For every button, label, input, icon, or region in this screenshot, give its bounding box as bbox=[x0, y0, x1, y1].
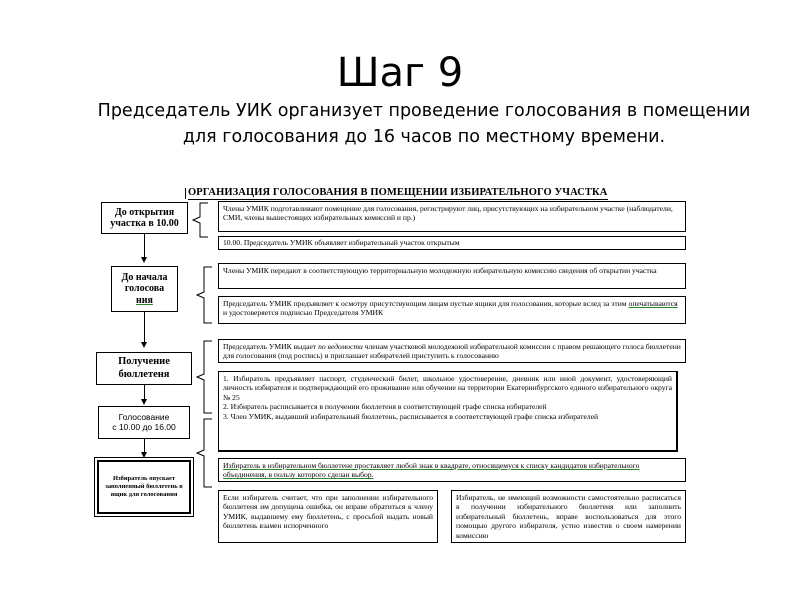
step-ballot bbox=[96, 352, 192, 385]
step-before-voting-label-end: ния bbox=[136, 294, 153, 306]
box-mistake bbox=[218, 490, 438, 543]
box-issue-c: членам участковой молодежной избирательной комиссии с правом решающего голоса бюллетени для голосования (под роспись) и приглашает избирателей приступить к голосованию bbox=[223, 342, 681, 361]
box-issue-a: Председатель УМИК выдает bbox=[223, 342, 317, 351]
flow-arrow-head bbox=[141, 342, 147, 348]
flow-arrow bbox=[144, 312, 145, 343]
brace-ballot bbox=[196, 340, 214, 414]
diagram-title: ОРГАНИЗАЦИЯ ГОЛОСОВАНИЯ В ПОМЕЩЕНИИ ИЗБИРАТЕЛЬНОГО УЧАСТКА bbox=[188, 187, 608, 198]
step-voting-title: Голосование bbox=[118, 411, 170, 422]
box-report-text: Члены УМИК передают в соответствующую территориальную молодежную избирательную комиссию сведения об открытии участка bbox=[223, 266, 657, 275]
box-voter-step-3: 3. Член УМИК, выдавший избирательный бюллетень, расписывается в соответствующей графе списка избирателей bbox=[223, 411, 599, 421]
box-issue-text bbox=[223, 342, 681, 361]
box-mark bbox=[218, 458, 686, 482]
slide-subtitle: Председатель УИК организует проведение голосования в помещении для голосования до 16 часов по местному времени. bbox=[97, 101, 751, 147]
brace-voting bbox=[196, 418, 214, 488]
title-divider bbox=[185, 188, 186, 199]
step-voting-time: с 10.00 до 16.00 bbox=[112, 421, 176, 432]
box-boxes-check-text bbox=[223, 299, 681, 318]
flow-arrow-head bbox=[141, 452, 147, 458]
box-open bbox=[218, 236, 686, 250]
box-prep-text: Члены УМИК подготавливают помещение для голосования, регистрируют лиц, присутствующих на избирательном участке (наблюдатели, СМИ, члены вышестоящих избирательных комиссий и пр.) bbox=[223, 204, 673, 223]
box-assist-text: Избиратель, не имеющий возможности самостоятельно расписаться в получении избирательного бюллетеня или заполнить избирательный бюллетень, вправе воспользоваться для этого помощью другого избирателя, устно известив о своем намерении комиссию bbox=[456, 493, 681, 540]
box-issue-b: по ведомости bbox=[318, 342, 363, 351]
flow-arrow bbox=[144, 439, 145, 453]
box-voter-step-2: 2. Избиратель расписывается в получении бюллетеня в соответствующей графе списка избирателей bbox=[223, 402, 547, 412]
flow-arrow bbox=[144, 234, 145, 258]
brace-before-opening bbox=[192, 202, 210, 238]
title-underline bbox=[188, 199, 608, 200]
box-boxes-check-a: Председатель УМИК предъявляет к осмотру присутствующим лицам пустые ящики для голосования, которые вслед за этим bbox=[223, 299, 627, 308]
step-before-opening-label: До открытия участка в 10.00 bbox=[110, 206, 179, 229]
step-before-voting bbox=[111, 266, 178, 312]
step-final bbox=[97, 460, 191, 514]
box-boxes-check-b: опечатываются bbox=[628, 299, 678, 308]
box-assist bbox=[451, 490, 686, 543]
box-voter-steps bbox=[218, 371, 678, 452]
box-mistake-text: Если избиратель считает, что при заполнении избирательного бюллетеня им допущена ошибка, он вправе обратиться к члену УМИК, выдавшему ему бюллетень, с просьбой выдать новый бюллетень взамен испорченного bbox=[223, 493, 433, 531]
slide-title: Шаг 9 bbox=[336, 50, 464, 96]
box-prep bbox=[218, 201, 686, 232]
box-boxes-check-c: и удостоверяется подписью Председателя УМИК bbox=[223, 308, 384, 318]
brace-before-voting bbox=[196, 266, 214, 324]
flow-arrow-head bbox=[141, 257, 147, 263]
step-before-opening bbox=[101, 202, 188, 234]
box-open-text: 10.00. Председатель УМИК объявляет избирательный участок открытым bbox=[223, 238, 460, 247]
step-ballot-label: Получение бюллетеня bbox=[118, 356, 170, 380]
box-mark-text: Избиратель в избирательном бюллетене проставляет любой знак в квадрате, относящемуся к списку кандидатов избирательного объединения, в пользу которого сделан выбор. bbox=[223, 461, 640, 480]
step-before-voting-label: До начала голосова bbox=[121, 271, 168, 295]
box-report bbox=[218, 263, 686, 289]
box-voter-step-1: 1. Избиратель предъявляет паспорт, студенческий билет, школьное удостоверение, дневник или иной документ, удостоверяющий личность избирателя и подтверждающий его проживание или обучение на территории Екатеринбургского единого избирательного округа № 25 bbox=[223, 374, 672, 402]
box-issue bbox=[218, 339, 686, 363]
flow-arrow bbox=[144, 385, 145, 400]
box-boxes-check bbox=[218, 296, 686, 324]
step-voting bbox=[98, 406, 190, 439]
step-final-label: Избиратель опускает заполненный бюллетень в ящик для голосования bbox=[105, 474, 183, 499]
flow-arrow-head bbox=[141, 399, 147, 405]
